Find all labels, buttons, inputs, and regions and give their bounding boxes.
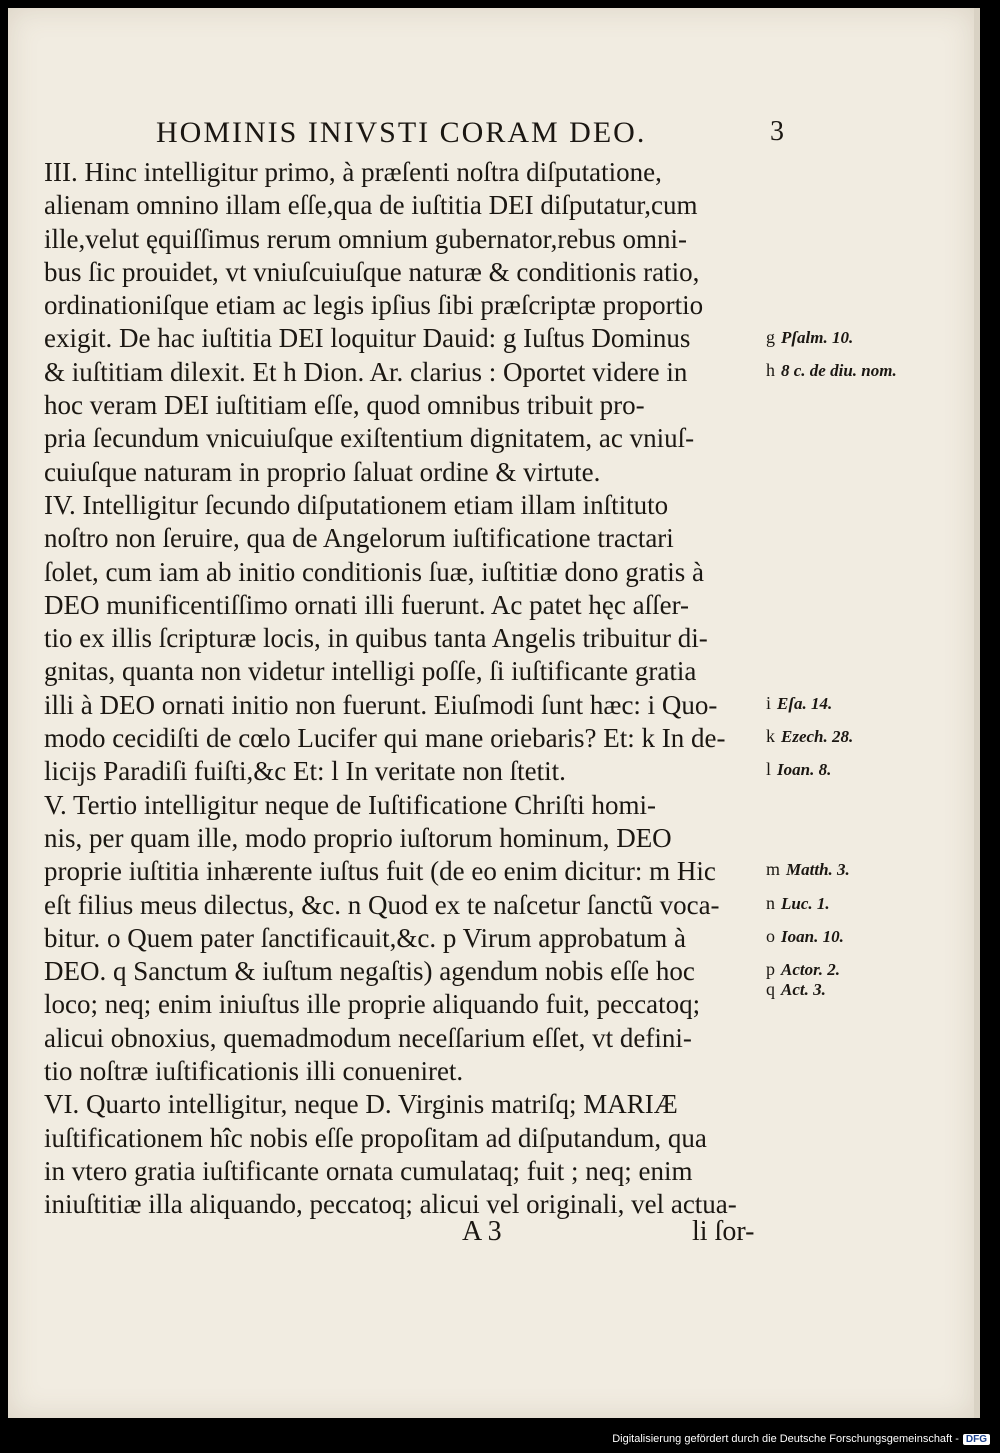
margin-note-ref: Pſalm. 10.	[781, 327, 854, 347]
text-line: pria ſecundum vnicuiuſque exiſtentium dignitatem, ac vniuſ-	[44, 423, 695, 454]
text-line: alienam omnino illam eſſe,qua de iuſtitia DEI diſputatur,cum	[44, 190, 698, 221]
text-line: proprie iuſtitia inhærente iuſtus fuit (de eo enim dicitur: m Hic	[44, 856, 716, 887]
margin-note-ref: Luc. 1.	[781, 893, 830, 913]
text-line: licijs Paradiſi fuiſti,&c Et: l In veritate non ſtetit.	[44, 756, 566, 787]
margin-note	[766, 759, 831, 780]
text-line: exigit. De hac iuſtitia DEI loquitur Dauid: g Iuſtus Dominus	[44, 323, 691, 354]
margin-note	[766, 693, 832, 714]
margin-note	[766, 327, 853, 348]
book-page	[8, 8, 980, 1418]
margin-note-letter: l	[766, 759, 772, 780]
body-text	[44, 156, 764, 1222]
text-line: in vtero gratia iuſtificante ornata cumulataq; fuit ; neq; enim	[44, 1155, 693, 1186]
margin-note	[766, 926, 844, 947]
margin-note-letter: p	[766, 959, 775, 980]
signature-mark: A 3	[462, 1216, 502, 1247]
text-line: noſtro non ſeruire, qua de Angelorum iuſtificatione tractari	[44, 523, 674, 554]
margin-note-ref: Matth. 3.	[786, 860, 850, 880]
text-line: loco; neq; enim iniuſtus ille proprie aliquando fuit, peccatoq;	[44, 989, 701, 1020]
text-line: modo cecidiſti de cœlo Lucifer qui mane oriebaris? Et: k In de-	[44, 723, 726, 754]
text-line: gnitas, quanta non videtur intelligi poſſe, ſi iuſtificante gratia	[44, 656, 697, 687]
text-line: eſt filius meus dilectus, &c. n Quod ex te naſcetur ſanctũ voca-	[44, 889, 720, 920]
margin-note	[766, 360, 897, 381]
text-line: illi à DEO ornati initio non fuerunt. Eiuſmodi ſunt hæc: i Quo-	[44, 689, 718, 720]
dfg-logo: DFG	[963, 1434, 990, 1445]
text-line: VI. Quarto intelligitur, neque D. Virginis matriſq; MARIÆ	[44, 1089, 678, 1120]
text-line: & iuſtitiam dilexit. Et h Dion. Ar. clarius : Oportet videre in	[44, 356, 688, 387]
margin-note-letter: n	[766, 892, 775, 913]
margin-note-letter: g	[766, 326, 775, 347]
text-line: alicui obnoxius, quemadmodum neceſſarium eſſet, vt defini-	[44, 1022, 692, 1053]
margin-note-ref: Ezech. 28.	[781, 727, 854, 747]
text-line: ille,velut ęquiſſimus rerum omnium gubernator,rebus omni-	[44, 223, 688, 254]
text-line: bus ſic prouidet, vt vniuſcuiuſque naturæ & conditionis ratio,	[44, 256, 700, 287]
text-line: ordinationiſque etiam ac legis ipſius ſibi præſcriptæ proportio	[44, 290, 704, 321]
text-line: iuſtificationem hîc nobis eſſe propoſitam ad diſputandum, qua	[44, 1122, 707, 1153]
running-head	[156, 116, 786, 150]
margin-note-ref: 8 c. de diu. nom.	[781, 360, 897, 380]
page-number: 3	[770, 116, 786, 147]
text-line: ſolet, cum iam ab initio conditionis ſuæ, iuſtitiæ dono gratis à	[44, 556, 704, 587]
text-line: V. Tertio intelligitur neque de Iuſtificatione Chriſti homi-	[44, 789, 656, 820]
margin-note-ref: Actor. 2.	[781, 960, 841, 980]
margin-note-ref: Ioan. 8.	[777, 760, 832, 780]
catchword: li ſor-	[692, 1216, 755, 1247]
text-line: bitur. o Quem pater ſanctificauit,&c. p Virum approbatum à	[44, 922, 686, 953]
margin-note-letter: k	[766, 726, 775, 747]
text-line: IV. Intelligitur ſecundo diſputationem etiam illam inſtituto	[44, 489, 669, 520]
margin-note	[766, 979, 826, 1000]
margin-note-ref: Act. 3.	[781, 980, 826, 1000]
margin-note	[766, 959, 840, 980]
margin-note-letter: h	[766, 359, 775, 380]
digitization-credit	[612, 1433, 990, 1445]
text-line: III. Hinc intelligitur primo, à præſenti noſtra diſputatione,	[44, 157, 662, 187]
margin-note-letter: q	[766, 979, 775, 1000]
margin-note-letter: m	[766, 859, 781, 880]
text-line: DEO munificentiſſimo ornati illi fuerunt. Ac patet hęc aſſer-	[44, 589, 690, 620]
margin-note	[766, 859, 850, 880]
margin-note	[766, 726, 853, 747]
text-line: DEO. q Sanctum & iuſtum negaſtis) agendum nobis eſſe hoc	[44, 956, 695, 987]
margin-note-letter: o	[766, 925, 775, 946]
running-head-title: HOMINIS INIVSTI CORAM DEO.	[156, 116, 647, 149]
margin-note-ref: Ioan. 10.	[781, 926, 844, 946]
text-line: tio noſtræ iuſtificationis illi conueniret.	[44, 1056, 464, 1087]
margin-note-letter: i	[766, 692, 772, 713]
margin-note-ref: Eſa. 14.	[777, 693, 833, 713]
text-line: iniuſtitiæ illa aliquando, peccatoq; alicui vel originali, vel actua-	[44, 1189, 737, 1220]
text-line: tio ex illis ſcripturæ locis, in quibus tanta Angelis tribuitur di-	[44, 623, 708, 654]
text-line: nis, per quam ille, modo proprio iuſtorum hominum, DEO	[44, 822, 672, 853]
text-line: hoc veram DEI iuſtitiam eſſe, quod omnibus tribuit pro-	[44, 390, 645, 421]
margin-note	[766, 893, 830, 914]
text-line: cuiuſque naturam in proprio ſaluat ordine & virtute.	[44, 456, 601, 487]
credit-text: Digitalisierung gefördert durch die Deutsche Forschungsgemeinschaft -	[612, 1433, 959, 1445]
